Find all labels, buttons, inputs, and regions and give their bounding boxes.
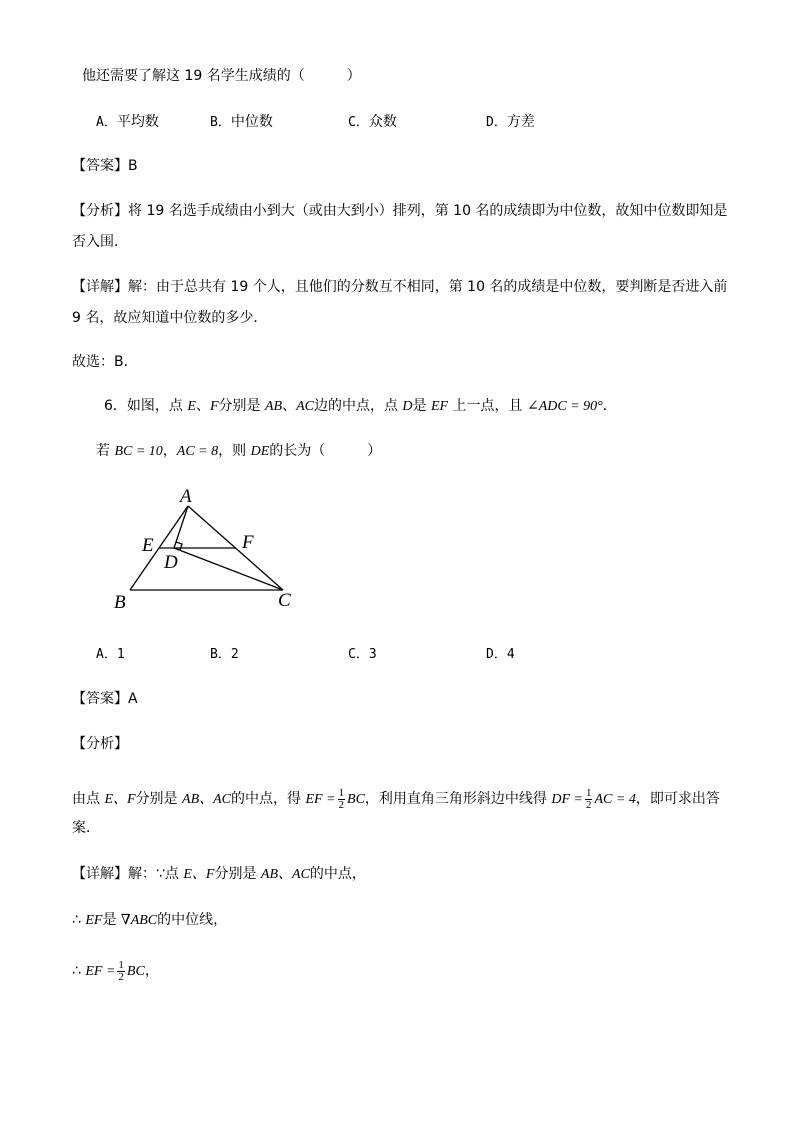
detail-text: 解：∵点 xyxy=(128,866,184,882)
math-de: DE xyxy=(250,444,270,459)
math-d: D xyxy=(402,399,413,414)
stem-text: 边的中点，点 xyxy=(313,398,403,414)
stem-text: 的长为（ ） xyxy=(269,443,382,459)
math-ac: AC xyxy=(296,399,314,414)
math-points: E、F xyxy=(183,867,215,882)
analysis-text: ，即可求出答 xyxy=(635,791,720,807)
math-sides: AB、AC xyxy=(182,792,232,807)
fraction-numerator: 1 xyxy=(118,958,124,971)
math-ac-tail: AC = 4 xyxy=(594,792,636,807)
option-text: 平均数 xyxy=(116,114,159,130)
answer-value: A xyxy=(128,691,138,707)
separator: 、 xyxy=(195,398,210,414)
q5-option-c xyxy=(348,112,397,133)
detail-label: 【详解】 xyxy=(72,866,128,882)
detail-text: ， xyxy=(144,963,159,979)
separator: 、 xyxy=(282,398,297,414)
math-bc-eq: BC = 10 xyxy=(114,444,163,459)
q6-stem-line1 xyxy=(104,396,617,417)
analysis-label: 【分析】 xyxy=(72,203,128,219)
fraction-denominator: 2 xyxy=(585,798,592,811)
math-bc: BC xyxy=(126,964,145,979)
q5-detail-line2: 9 名，故应知道中位数的多少． xyxy=(72,310,268,326)
option-letter: D． xyxy=(486,647,507,662)
math-points: E、F xyxy=(104,792,136,807)
therefore-symbol: ∴ xyxy=(72,912,86,928)
answer-value: B xyxy=(128,158,138,174)
q6-therefore-line1 xyxy=(72,910,227,931)
q5-detail-line1 xyxy=(72,277,727,297)
stem-text: ． xyxy=(602,398,617,414)
stem-text: 分别是 xyxy=(218,398,265,414)
analysis-text: 将 19 名选手成绩由小到大（或由大到小）排列，第 10 名的成绩即为中位数，故知中位数即知是 xyxy=(128,203,728,219)
separator: ， xyxy=(162,443,177,459)
label-d: D xyxy=(164,552,178,573)
detail-text: 的中位线， xyxy=(157,912,228,928)
triangle-figure xyxy=(100,482,310,617)
math-ef-eq: EF = xyxy=(305,792,336,807)
math-angle: ∠ADC = 90° xyxy=(527,399,603,414)
label-c: C xyxy=(278,590,291,611)
q6-stem-line2 xyxy=(96,441,381,462)
stem-text: 若 xyxy=(96,443,115,459)
q6-analysis-line1 xyxy=(72,784,720,815)
analysis-text: ，利用直角三角形斜边中线得 xyxy=(364,791,552,807)
label-f: F xyxy=(242,532,254,553)
q6-option-d xyxy=(486,645,515,665)
option-text: 4 xyxy=(506,647,515,662)
label-b: B xyxy=(114,592,126,613)
math-ac-eq: AC = 8 xyxy=(176,444,219,459)
detail-label: 【详解】 xyxy=(72,279,128,295)
option-text: 中位数 xyxy=(230,114,273,130)
fraction-half xyxy=(338,788,346,811)
q6-analysis-line2: 案． xyxy=(72,820,100,836)
question-number: 6． xyxy=(104,398,127,414)
option-letter: C． xyxy=(348,647,369,662)
therefore-symbol: ∴ xyxy=(72,963,86,979)
option-letter: A． xyxy=(96,647,117,662)
fraction-denominator: 2 xyxy=(118,970,124,983)
math-ef-eq: EF = xyxy=(85,964,116,979)
answer-label: 【答案】 xyxy=(72,158,128,174)
fraction-numerator: 1 xyxy=(585,786,592,799)
option-letter: B． xyxy=(210,115,231,130)
q5-answer xyxy=(72,156,138,176)
label-e: E xyxy=(142,535,154,556)
option-text: 2 xyxy=(230,647,239,662)
q5-choose: 故选：B． xyxy=(72,354,138,370)
math-ab: AB xyxy=(264,399,283,414)
math-bc: BC xyxy=(347,792,365,807)
math-sides: AB、AC xyxy=(260,867,310,882)
option-letter: B． xyxy=(210,647,231,662)
fraction-numerator: 1 xyxy=(338,786,345,799)
option-text: 3 xyxy=(368,647,377,662)
fraction-half xyxy=(117,960,125,983)
option-letter: D． xyxy=(486,115,507,130)
q5-option-d xyxy=(486,112,535,133)
q5-analysis-line2: 否入围． xyxy=(72,234,128,250)
q6-option-b xyxy=(210,645,239,665)
fraction-denominator: 2 xyxy=(338,798,345,811)
stem-text: ，则 xyxy=(218,443,251,459)
q6-answer xyxy=(72,689,138,709)
math-e: E xyxy=(187,399,196,414)
math-f: F xyxy=(209,399,219,414)
option-text: 1 xyxy=(116,647,125,662)
q5-option-a xyxy=(96,112,159,133)
math-ef: EF xyxy=(85,913,103,928)
stem-text: 如图，点 xyxy=(126,398,188,414)
detail-text: 的中点， xyxy=(309,866,366,882)
detail-text: 是 xyxy=(102,912,121,928)
q6-therefore-line2 xyxy=(72,956,159,987)
q6-option-c xyxy=(348,645,377,665)
label-a: A xyxy=(180,486,192,507)
math-ef: EF xyxy=(430,399,449,414)
q5-analysis-line1 xyxy=(72,201,727,221)
segment-dc xyxy=(174,548,283,590)
stem-text: 上一点，且 xyxy=(448,398,527,414)
q6-detail-line1 xyxy=(72,864,366,885)
analysis-text: 分别是 xyxy=(135,791,183,807)
fraction-half xyxy=(585,788,593,811)
math-df-eq: DF = xyxy=(551,792,583,807)
analysis-text: 由点 xyxy=(72,791,105,807)
detail-text: 分别是 xyxy=(214,866,261,882)
math-triangle: ∇ABC xyxy=(120,913,158,928)
stem-text: 是 xyxy=(412,398,431,414)
analysis-text: 的中点，得 xyxy=(231,791,306,807)
option-text: 方差 xyxy=(506,114,535,130)
detail-text: 解：由于总共有 19 个人，且他们的分数互不相同，第 10 名的成绩是中位数，要判断是否进入前 xyxy=(128,279,728,295)
option-letter: C． xyxy=(348,115,369,130)
option-letter: A． xyxy=(96,115,117,130)
q6-option-a xyxy=(96,645,125,665)
q5-stem: 他还需要了解这 19 名学生成绩的（ ） xyxy=(82,68,361,84)
q6-analysis-label: 【分析】 xyxy=(72,736,128,752)
q5-option-b xyxy=(210,112,273,133)
answer-label: 【答案】 xyxy=(72,691,128,707)
option-text: 众数 xyxy=(368,114,397,130)
